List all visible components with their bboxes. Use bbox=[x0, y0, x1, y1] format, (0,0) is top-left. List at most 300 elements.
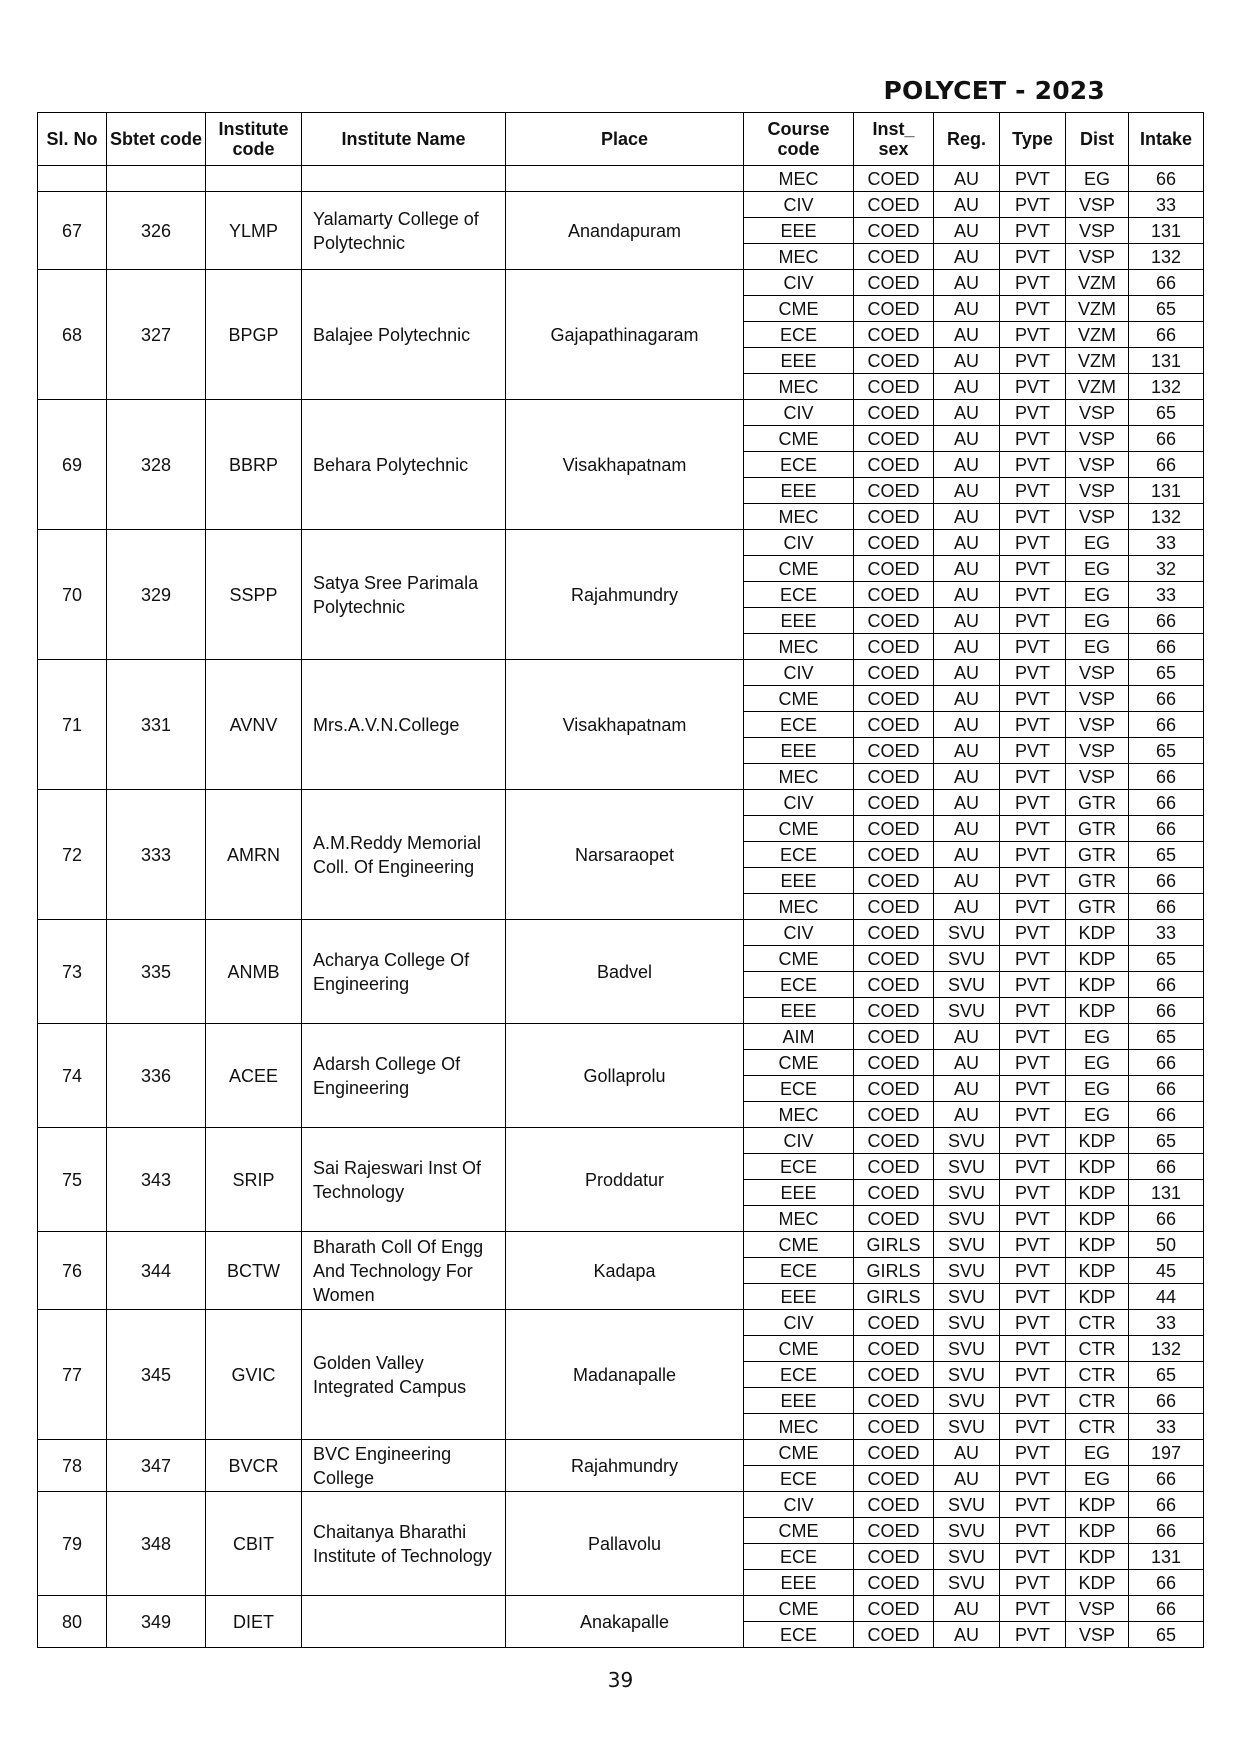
course-code-cell: EEE bbox=[744, 868, 854, 894]
type-cell: PVT bbox=[1000, 556, 1066, 582]
district-cell: KDP bbox=[1066, 1492, 1129, 1518]
inst-sex-cell: COED bbox=[854, 1388, 934, 1414]
district-cell: EG bbox=[1066, 634, 1129, 660]
course-code-cell: ECE bbox=[744, 1622, 854, 1648]
intake-cell: 66 bbox=[1129, 868, 1204, 894]
sbtet-code-cell: 336 bbox=[107, 1024, 206, 1128]
course-code-cell: CME bbox=[744, 1050, 854, 1076]
intake-cell: 66 bbox=[1129, 452, 1204, 478]
type-cell: PVT bbox=[1000, 946, 1066, 972]
sl-no-cell: 79 bbox=[38, 1492, 107, 1596]
district-cell: VSP bbox=[1066, 192, 1129, 218]
place-cell: Badvel bbox=[506, 920, 744, 1024]
table-row bbox=[38, 530, 1204, 556]
course-code-cell: EEE bbox=[744, 1570, 854, 1596]
sbtet-code-cell: 331 bbox=[107, 660, 206, 790]
type-cell: PVT bbox=[1000, 374, 1066, 400]
region-cell: AU bbox=[934, 218, 1000, 244]
header-course-code: Course code bbox=[744, 113, 854, 166]
inst-sex-cell: COED bbox=[854, 764, 934, 790]
course-code-cell: CME bbox=[744, 426, 854, 452]
district-cell: GTR bbox=[1066, 816, 1129, 842]
intake-cell: 32 bbox=[1129, 556, 1204, 582]
sl-no-cell bbox=[38, 166, 107, 192]
district-cell: KDP bbox=[1066, 972, 1129, 998]
course-code-cell: ECE bbox=[744, 972, 854, 998]
type-cell: PVT bbox=[1000, 998, 1066, 1024]
course-code-cell: EEE bbox=[744, 218, 854, 244]
course-code-cell: CME bbox=[744, 1596, 854, 1622]
type-cell: PVT bbox=[1000, 218, 1066, 244]
type-cell: PVT bbox=[1000, 1024, 1066, 1050]
inst-sex-cell: COED bbox=[854, 1466, 934, 1492]
region-cell: AU bbox=[934, 1466, 1000, 1492]
course-code-cell: MEC bbox=[744, 894, 854, 920]
type-cell: PVT bbox=[1000, 1388, 1066, 1414]
region-cell: SVU bbox=[934, 1570, 1000, 1596]
institute-code-cell: ACEE bbox=[206, 1024, 302, 1128]
intake-cell: 65 bbox=[1129, 1622, 1204, 1648]
region-cell: SVU bbox=[934, 946, 1000, 972]
inst-sex-cell: COED bbox=[854, 1310, 934, 1336]
table-row bbox=[38, 400, 1204, 426]
type-cell: PVT bbox=[1000, 504, 1066, 530]
institute-name-cell: Mrs.A.V.N.College bbox=[302, 660, 506, 790]
place-cell: Anandapuram bbox=[506, 192, 744, 270]
type-cell: PVT bbox=[1000, 1258, 1066, 1284]
district-cell: CTR bbox=[1066, 1310, 1129, 1336]
course-code-cell: CIV bbox=[744, 530, 854, 556]
sl-no-cell: 76 bbox=[38, 1232, 107, 1310]
district-cell: VSP bbox=[1066, 426, 1129, 452]
district-cell: KDP bbox=[1066, 946, 1129, 972]
intake-cell: 65 bbox=[1129, 842, 1204, 868]
district-cell: GTR bbox=[1066, 894, 1129, 920]
intake-cell: 66 bbox=[1129, 426, 1204, 452]
district-cell: VZM bbox=[1066, 374, 1129, 400]
course-code-cell: ECE bbox=[744, 582, 854, 608]
district-cell: CTR bbox=[1066, 1414, 1129, 1440]
institute-name-cell bbox=[302, 166, 506, 192]
region-cell: SVU bbox=[934, 1310, 1000, 1336]
district-cell: EG bbox=[1066, 1102, 1129, 1128]
region-cell: AU bbox=[934, 504, 1000, 530]
type-cell: PVT bbox=[1000, 816, 1066, 842]
course-code-cell: CIV bbox=[744, 920, 854, 946]
course-code-cell: CIV bbox=[744, 790, 854, 816]
region-cell: AU bbox=[934, 894, 1000, 920]
inst-sex-cell: COED bbox=[854, 166, 934, 192]
type-cell: PVT bbox=[1000, 166, 1066, 192]
institute-code-cell: AMRN bbox=[206, 790, 302, 920]
inst-sex-cell: COED bbox=[854, 192, 934, 218]
district-cell: VZM bbox=[1066, 322, 1129, 348]
intake-cell: 66 bbox=[1129, 166, 1204, 192]
type-cell: PVT bbox=[1000, 582, 1066, 608]
intake-cell: 131 bbox=[1129, 478, 1204, 504]
region-cell: AU bbox=[934, 842, 1000, 868]
district-cell: KDP bbox=[1066, 1284, 1129, 1310]
table-row bbox=[38, 1128, 1204, 1154]
type-cell: PVT bbox=[1000, 192, 1066, 218]
region-cell: AU bbox=[934, 348, 1000, 374]
inst-sex-cell: COED bbox=[854, 738, 934, 764]
inst-sex-cell: COED bbox=[854, 1050, 934, 1076]
region-cell: SVU bbox=[934, 972, 1000, 998]
district-cell: KDP bbox=[1066, 1570, 1129, 1596]
type-cell: PVT bbox=[1000, 868, 1066, 894]
intake-cell: 33 bbox=[1129, 192, 1204, 218]
region-cell: AU bbox=[934, 816, 1000, 842]
course-code-cell: CME bbox=[744, 946, 854, 972]
sl-no-cell: 71 bbox=[38, 660, 107, 790]
type-cell: PVT bbox=[1000, 1128, 1066, 1154]
sbtet-code-cell: 348 bbox=[107, 1492, 206, 1596]
inst-sex-cell: COED bbox=[854, 452, 934, 478]
type-cell: PVT bbox=[1000, 1154, 1066, 1180]
inst-sex-cell: COED bbox=[854, 1336, 934, 1362]
course-code-cell: CIV bbox=[744, 192, 854, 218]
place-cell: Gollaprolu bbox=[506, 1024, 744, 1128]
inst-sex-cell: COED bbox=[854, 348, 934, 374]
region-cell: AU bbox=[934, 712, 1000, 738]
district-cell: CTR bbox=[1066, 1388, 1129, 1414]
intake-cell: 132 bbox=[1129, 374, 1204, 400]
sbtet-code-cell: 345 bbox=[107, 1310, 206, 1440]
district-cell: GTR bbox=[1066, 842, 1129, 868]
district-cell: VSP bbox=[1066, 452, 1129, 478]
intake-cell: 66 bbox=[1129, 972, 1204, 998]
region-cell: SVU bbox=[934, 920, 1000, 946]
intake-cell: 66 bbox=[1129, 1518, 1204, 1544]
type-cell: PVT bbox=[1000, 322, 1066, 348]
inst-sex-cell: COED bbox=[854, 842, 934, 868]
type-cell: PVT bbox=[1000, 244, 1066, 270]
course-code-cell: EEE bbox=[744, 1284, 854, 1310]
type-cell: PVT bbox=[1000, 426, 1066, 452]
intake-cell: 33 bbox=[1129, 1310, 1204, 1336]
sbtet-code-cell: 329 bbox=[107, 530, 206, 660]
inst-sex-cell: GIRLS bbox=[854, 1258, 934, 1284]
type-cell: PVT bbox=[1000, 1622, 1066, 1648]
intake-cell: 66 bbox=[1129, 1206, 1204, 1232]
institute-code-cell: GVIC bbox=[206, 1310, 302, 1440]
header-region: Reg. bbox=[934, 113, 1000, 166]
district-cell: EG bbox=[1066, 556, 1129, 582]
intake-cell: 66 bbox=[1129, 1570, 1204, 1596]
inst-sex-cell: COED bbox=[854, 686, 934, 712]
region-cell: SVU bbox=[934, 1128, 1000, 1154]
course-code-cell: CME bbox=[744, 816, 854, 842]
inst-sex-cell: COED bbox=[854, 400, 934, 426]
type-cell: PVT bbox=[1000, 1076, 1066, 1102]
district-cell: KDP bbox=[1066, 1518, 1129, 1544]
inst-sex-cell: COED bbox=[854, 478, 934, 504]
sbtet-code-cell: 327 bbox=[107, 270, 206, 400]
region-cell: AU bbox=[934, 1050, 1000, 1076]
course-code-cell: ECE bbox=[744, 1362, 854, 1388]
district-cell: VSP bbox=[1066, 686, 1129, 712]
course-code-cell: EEE bbox=[744, 998, 854, 1024]
sbtet-code-cell: 343 bbox=[107, 1128, 206, 1232]
intake-cell: 66 bbox=[1129, 1050, 1204, 1076]
institute-name-cell: Yalamarty College of Polytechnic bbox=[302, 192, 506, 270]
intake-cell: 131 bbox=[1129, 348, 1204, 374]
type-cell: PVT bbox=[1000, 634, 1066, 660]
institute-name-cell: Adarsh College Of Engineering bbox=[302, 1024, 506, 1128]
district-cell: EG bbox=[1066, 1076, 1129, 1102]
region-cell: AU bbox=[934, 478, 1000, 504]
district-cell: KDP bbox=[1066, 1544, 1129, 1570]
intake-cell: 65 bbox=[1129, 1024, 1204, 1050]
table-body bbox=[38, 166, 1204, 1648]
district-cell: KDP bbox=[1066, 920, 1129, 946]
institute-code-cell: CBIT bbox=[206, 1492, 302, 1596]
place-cell: Rajahmundry bbox=[506, 530, 744, 660]
course-code-cell: AIM bbox=[744, 1024, 854, 1050]
region-cell: SVU bbox=[934, 1284, 1000, 1310]
district-cell: KDP bbox=[1066, 1128, 1129, 1154]
type-cell: PVT bbox=[1000, 1050, 1066, 1076]
region-cell: AU bbox=[934, 452, 1000, 478]
intake-cell: 66 bbox=[1129, 1154, 1204, 1180]
inst-sex-cell: COED bbox=[854, 374, 934, 400]
course-code-cell: CIV bbox=[744, 270, 854, 296]
institute-name-cell: Chaitanya Bharathi Institute of Technology bbox=[302, 1492, 506, 1596]
inst-sex-cell: COED bbox=[854, 1024, 934, 1050]
place-cell: Proddatur bbox=[506, 1128, 744, 1232]
region-cell: AU bbox=[934, 192, 1000, 218]
district-cell: VSP bbox=[1066, 244, 1129, 270]
intake-cell: 66 bbox=[1129, 712, 1204, 738]
type-cell: PVT bbox=[1000, 764, 1066, 790]
sl-no-cell: 75 bbox=[38, 1128, 107, 1232]
district-cell: VSP bbox=[1066, 504, 1129, 530]
header-sl-no: Sl. No bbox=[38, 113, 107, 166]
district-cell: VSP bbox=[1066, 400, 1129, 426]
course-code-cell: CME bbox=[744, 556, 854, 582]
table-row bbox=[38, 270, 1204, 296]
inst-sex-cell: COED bbox=[854, 1154, 934, 1180]
inst-sex-cell: COED bbox=[854, 712, 934, 738]
district-cell: EG bbox=[1066, 1050, 1129, 1076]
intake-cell: 33 bbox=[1129, 530, 1204, 556]
district-cell: KDP bbox=[1066, 1154, 1129, 1180]
course-code-cell: EEE bbox=[744, 738, 854, 764]
inst-sex-cell: COED bbox=[854, 1570, 934, 1596]
place-cell: Madanapalle bbox=[506, 1310, 744, 1440]
intake-cell: 131 bbox=[1129, 1180, 1204, 1206]
region-cell: SVU bbox=[934, 1206, 1000, 1232]
inst-sex-cell: COED bbox=[854, 1180, 934, 1206]
type-cell: PVT bbox=[1000, 478, 1066, 504]
district-cell: KDP bbox=[1066, 1180, 1129, 1206]
table-row bbox=[38, 1232, 1204, 1258]
course-code-cell: MEC bbox=[744, 1414, 854, 1440]
region-cell: SVU bbox=[934, 998, 1000, 1024]
region-cell: AU bbox=[934, 270, 1000, 296]
table-row bbox=[38, 920, 1204, 946]
place-cell: Kadapa bbox=[506, 1232, 744, 1310]
institute-code-cell: BPGP bbox=[206, 270, 302, 400]
inst-sex-cell: COED bbox=[854, 816, 934, 842]
intake-cell: 45 bbox=[1129, 1258, 1204, 1284]
intake-cell: 65 bbox=[1129, 946, 1204, 972]
region-cell: SVU bbox=[934, 1154, 1000, 1180]
region-cell: AU bbox=[934, 686, 1000, 712]
intake-cell: 65 bbox=[1129, 738, 1204, 764]
inst-sex-cell: COED bbox=[854, 1076, 934, 1102]
region-cell: AU bbox=[934, 1076, 1000, 1102]
type-cell: PVT bbox=[1000, 270, 1066, 296]
institute-name-cell: Golden Valley Integrated Campus bbox=[302, 1310, 506, 1440]
district-cell: VSP bbox=[1066, 738, 1129, 764]
place-cell: Rajahmundry bbox=[506, 1440, 744, 1492]
district-cell: EG bbox=[1066, 608, 1129, 634]
institute-name-cell: Behara Polytechnic bbox=[302, 400, 506, 530]
institute-code-cell bbox=[206, 166, 302, 192]
table-row bbox=[38, 192, 1204, 218]
district-cell: GTR bbox=[1066, 790, 1129, 816]
table-row bbox=[38, 166, 1204, 192]
type-cell: PVT bbox=[1000, 1544, 1066, 1570]
course-code-cell: ECE bbox=[744, 712, 854, 738]
type-cell: PVT bbox=[1000, 1596, 1066, 1622]
district-cell: EG bbox=[1066, 1466, 1129, 1492]
intake-cell: 44 bbox=[1129, 1284, 1204, 1310]
inst-sex-cell: COED bbox=[854, 1206, 934, 1232]
inst-sex-cell: COED bbox=[854, 322, 934, 348]
course-code-cell: MEC bbox=[744, 244, 854, 270]
type-cell: PVT bbox=[1000, 452, 1066, 478]
intake-cell: 131 bbox=[1129, 218, 1204, 244]
header-type: Type bbox=[1000, 113, 1066, 166]
region-cell: AU bbox=[934, 1622, 1000, 1648]
region-cell: AU bbox=[934, 1440, 1000, 1466]
course-code-cell: ECE bbox=[744, 1076, 854, 1102]
type-cell: PVT bbox=[1000, 660, 1066, 686]
intake-cell: 66 bbox=[1129, 1596, 1204, 1622]
region-cell: AU bbox=[934, 1102, 1000, 1128]
sbtet-code-cell bbox=[107, 166, 206, 192]
intake-cell: 132 bbox=[1129, 1336, 1204, 1362]
institute-name-cell: Bharath Coll Of Engg And Technology For Women bbox=[302, 1232, 506, 1310]
type-cell: PVT bbox=[1000, 1466, 1066, 1492]
course-code-cell: ECE bbox=[744, 452, 854, 478]
region-cell: AU bbox=[934, 738, 1000, 764]
region-cell: AU bbox=[934, 322, 1000, 348]
region-cell: SVU bbox=[934, 1414, 1000, 1440]
region-cell: AU bbox=[934, 426, 1000, 452]
region-cell: AU bbox=[934, 296, 1000, 322]
inst-sex-cell: COED bbox=[854, 1414, 934, 1440]
course-code-cell: CME bbox=[744, 1336, 854, 1362]
inst-sex-cell: COED bbox=[854, 530, 934, 556]
document-title: POLYCET - 2023 bbox=[883, 76, 1105, 105]
region-cell: SVU bbox=[934, 1544, 1000, 1570]
type-cell: PVT bbox=[1000, 842, 1066, 868]
institute-code-cell: BCTW bbox=[206, 1232, 302, 1310]
type-cell: PVT bbox=[1000, 400, 1066, 426]
course-code-cell: CIV bbox=[744, 660, 854, 686]
inst-sex-cell: COED bbox=[854, 998, 934, 1024]
district-cell: CTR bbox=[1066, 1362, 1129, 1388]
district-cell: VSP bbox=[1066, 712, 1129, 738]
sbtet-code-cell: 326 bbox=[107, 192, 206, 270]
institute-name-cell: A.M.Reddy Memorial Coll. Of Engineering bbox=[302, 790, 506, 920]
institute-code-cell: DIET bbox=[206, 1596, 302, 1648]
sl-no-cell: 77 bbox=[38, 1310, 107, 1440]
region-cell: SVU bbox=[934, 1362, 1000, 1388]
header-institute-code: Institute code bbox=[206, 113, 302, 166]
sbtet-code-cell: 347 bbox=[107, 1440, 206, 1492]
header-inst-sex: Inst_ sex bbox=[854, 113, 934, 166]
inst-sex-cell: COED bbox=[854, 556, 934, 582]
intake-cell: 65 bbox=[1129, 400, 1204, 426]
institute-code-cell: SSPP bbox=[206, 530, 302, 660]
region-cell: AU bbox=[934, 790, 1000, 816]
course-code-cell: MEC bbox=[744, 764, 854, 790]
intake-cell: 50 bbox=[1129, 1232, 1204, 1258]
course-code-cell: ECE bbox=[744, 1258, 854, 1284]
intake-cell: 66 bbox=[1129, 1388, 1204, 1414]
district-cell: VSP bbox=[1066, 1622, 1129, 1648]
intake-cell: 132 bbox=[1129, 504, 1204, 530]
institute-name-cell: Acharya College Of Engineering bbox=[302, 920, 506, 1024]
intake-cell: 66 bbox=[1129, 608, 1204, 634]
table-row bbox=[38, 790, 1204, 816]
header-institute-name: Institute Name bbox=[302, 113, 506, 166]
region-cell: SVU bbox=[934, 1336, 1000, 1362]
inst-sex-cell: COED bbox=[854, 504, 934, 530]
type-cell: PVT bbox=[1000, 1414, 1066, 1440]
table-header-row bbox=[38, 113, 1204, 166]
district-cell: VZM bbox=[1066, 270, 1129, 296]
course-code-cell: MEC bbox=[744, 504, 854, 530]
type-cell: PVT bbox=[1000, 1310, 1066, 1336]
type-cell: PVT bbox=[1000, 1362, 1066, 1388]
course-code-cell: ECE bbox=[744, 1466, 854, 1492]
intake-cell: 66 bbox=[1129, 686, 1204, 712]
region-cell: AU bbox=[934, 530, 1000, 556]
inst-sex-cell: COED bbox=[854, 608, 934, 634]
type-cell: PVT bbox=[1000, 1206, 1066, 1232]
intake-cell: 66 bbox=[1129, 1466, 1204, 1492]
intake-cell: 66 bbox=[1129, 894, 1204, 920]
course-code-cell: EEE bbox=[744, 1180, 854, 1206]
type-cell: PVT bbox=[1000, 1336, 1066, 1362]
course-code-cell: ECE bbox=[744, 1154, 854, 1180]
inst-sex-cell: COED bbox=[854, 426, 934, 452]
sl-no-cell: 72 bbox=[38, 790, 107, 920]
inst-sex-cell: COED bbox=[854, 972, 934, 998]
header-place: Place bbox=[506, 113, 744, 166]
course-code-cell: EEE bbox=[744, 1388, 854, 1414]
type-cell: PVT bbox=[1000, 920, 1066, 946]
inst-sex-cell: COED bbox=[854, 218, 934, 244]
district-cell: VZM bbox=[1066, 348, 1129, 374]
type-cell: PVT bbox=[1000, 894, 1066, 920]
course-code-cell: ECE bbox=[744, 1544, 854, 1570]
type-cell: PVT bbox=[1000, 1232, 1066, 1258]
type-cell: PVT bbox=[1000, 790, 1066, 816]
course-code-cell: MEC bbox=[744, 634, 854, 660]
table-row bbox=[38, 660, 1204, 686]
type-cell: PVT bbox=[1000, 712, 1066, 738]
course-code-cell: MEC bbox=[744, 1102, 854, 1128]
district-cell: EG bbox=[1066, 582, 1129, 608]
inst-sex-cell: COED bbox=[854, 1440, 934, 1466]
